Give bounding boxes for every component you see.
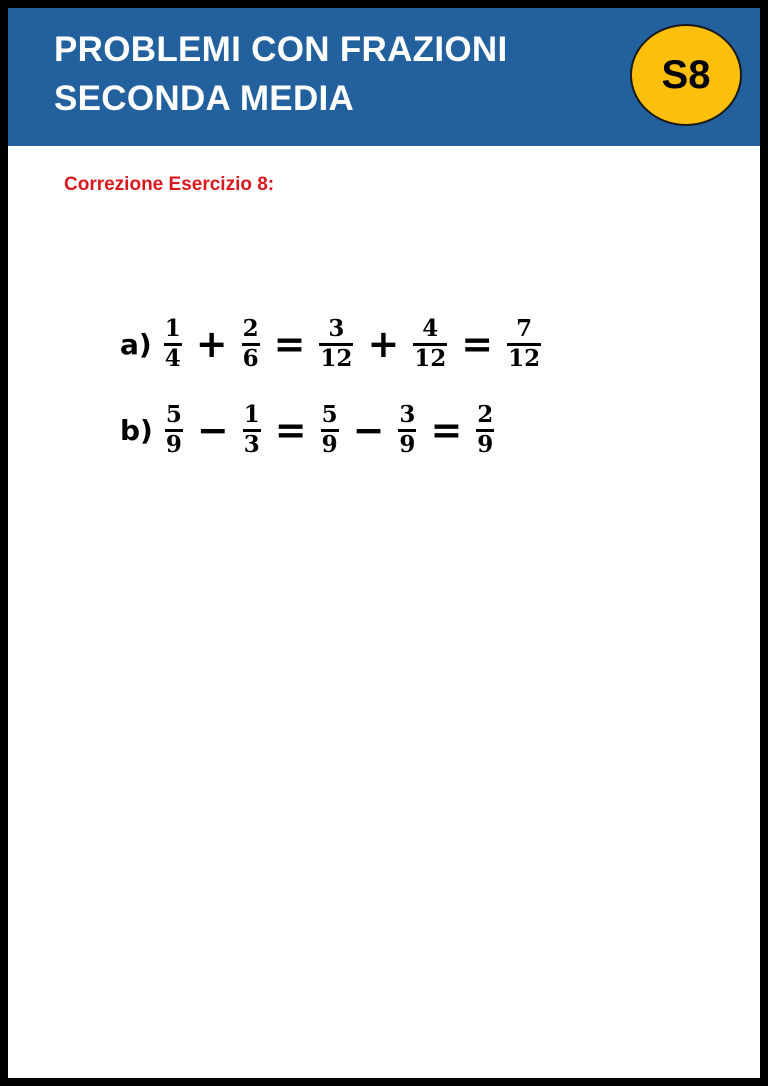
fraction bbox=[476, 400, 494, 458]
fraction bbox=[165, 400, 183, 458]
level-badge-label: S8 bbox=[661, 52, 711, 97]
denominator: 3 bbox=[243, 430, 260, 458]
operator: = bbox=[273, 322, 306, 366]
fraction bbox=[319, 314, 353, 372]
operator: = bbox=[274, 408, 307, 452]
numerator: 2 bbox=[242, 314, 259, 342]
exercise-heading: Correzione Esercizio 8: bbox=[64, 174, 275, 195]
fraction bbox=[164, 314, 182, 372]
operator: = bbox=[461, 322, 494, 366]
denominator: 12 bbox=[508, 344, 541, 372]
numerator: 5 bbox=[165, 400, 182, 428]
numerator: 7 bbox=[516, 314, 533, 342]
equation-a bbox=[120, 309, 541, 379]
equation-label: a) bbox=[120, 327, 152, 361]
denominator: 12 bbox=[414, 344, 447, 372]
denominator: 12 bbox=[320, 344, 353, 372]
fraction bbox=[507, 314, 541, 372]
equation-label: b) bbox=[120, 413, 153, 447]
operator: + bbox=[367, 322, 400, 366]
operator: − bbox=[352, 408, 385, 452]
denominator: 4 bbox=[164, 344, 181, 372]
header-banner bbox=[8, 8, 760, 146]
fraction bbox=[321, 400, 339, 458]
fraction bbox=[398, 400, 416, 458]
operator: − bbox=[196, 408, 229, 452]
numerator: 2 bbox=[477, 400, 494, 428]
numerator: 3 bbox=[328, 314, 345, 342]
numerator: 3 bbox=[399, 400, 416, 428]
level-badge bbox=[630, 24, 742, 126]
page-title-line-2: SECONDA MEDIA bbox=[54, 79, 355, 118]
denominator: 9 bbox=[321, 430, 338, 458]
denominator: 9 bbox=[399, 430, 416, 458]
fraction bbox=[242, 314, 260, 372]
operator: + bbox=[195, 322, 228, 366]
numerator: 1 bbox=[243, 400, 260, 428]
denominator: 9 bbox=[165, 430, 182, 458]
denominator: 6 bbox=[242, 344, 259, 372]
operator: = bbox=[430, 408, 463, 452]
fraction bbox=[243, 400, 261, 458]
numerator: 1 bbox=[164, 314, 181, 342]
fraction bbox=[413, 314, 447, 372]
equation-b bbox=[120, 395, 494, 465]
page-title-line-1: PROBLEMI CON FRAZIONI bbox=[54, 30, 508, 69]
numerator: 4 bbox=[422, 314, 439, 342]
numerator: 5 bbox=[321, 400, 338, 428]
denominator: 9 bbox=[477, 430, 494, 458]
